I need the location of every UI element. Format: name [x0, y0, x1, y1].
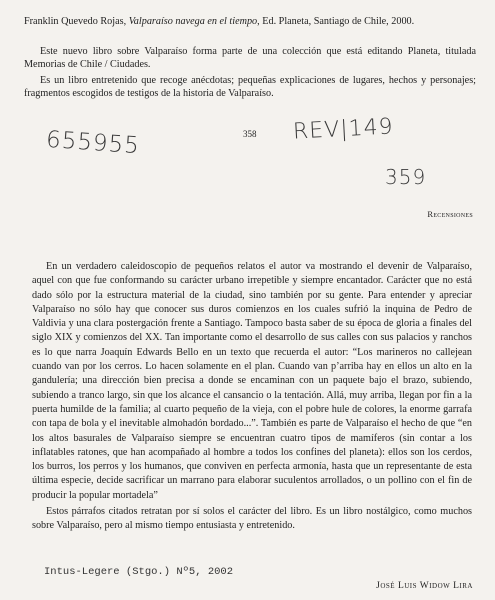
handwritten-code: REV|149 [292, 114, 395, 145]
review-body [32, 260, 472, 534]
citation-title: Valparaíso navega en el tiempo [128, 16, 258, 27]
handwritten-number: 655955 [45, 126, 141, 160]
summary-paragraphs [24, 46, 476, 104]
review-paragraph: En un verdadero caleidoscopio de pequeños relatos el autor va mostrando el devenir de Valparaíso, aquel con que fue conformando su carácter urbano irrepetible y siempre encantador. Carácter que no está dado sólo por la estructura material de la ciudad, sino también por su gente. Para entender y apreciar Valparaíso no sólo hay que conocer sus duros comienzos en los cuales sufrió la inquina de Pedro de Valdivia y una clara postergación frente a Santiago. Tampoco basta saber de su época de gloria a finales del siglo XIX y comienzos del XX. Tan importante como el desarrollo de sus calles con sus palacios y ranchos es lo que narra Joaquín Edwards Bello en un texto que recuerda el autor: “Los marineros no callejean cuando van por los cerros. Lo hacen solamente en el plan. Cuando van p’arriba hay en ellos un alto en la gandulería; una dirección bien precisa a donde se encaminan con un paquete bajo el brazo, subiendo, subiendo a tranco largo, sin que los alcance el cansancio o la tentación. Allá, muy arriba, llegan por fin a la puerta humilde de la familia; al cuarto pequeño de la vieja, con el pobre hule de colores, la enorme garrafa con tapa de bola y el inevitable almohadón bordado...”. También es parte de Valparaíso el hecho de que “en los altos basurales de Valparaíso siempre se encuentran cuatro tipos de mamíferos (sin contar a los inflatables ratones, que han acompañado al hombre a todos los confines del planeta): ellos son los cerdos, los burros, los perros y los humanos, que conviven en perfecta armonía, hasta que un representante de esta última especie, decide sacrificar un marrano para elaborar suculentos arrollados, o un pollino con el fin de producir la popular mortadela” [32, 261, 472, 501]
handwritten-page-number: 359 [385, 165, 427, 189]
section-label: Recensiones [427, 209, 473, 219]
page-number-top: 358 [243, 129, 257, 139]
journal-stamp: Intus-Legere (Stgo.) Nº5, 2002 [44, 566, 234, 578]
citation-line [24, 15, 484, 28]
summary-paragraph: Es un libro entretenido que recoge anécdotas; pequeñas explicaciones de lugares, hechos y personajes; fragmentos escogidos de testigos de la historia de Valparaíso. [24, 75, 476, 99]
citation-publisher: , Ed. Planeta, Santiago de Chile, 2000. [257, 16, 415, 27]
review-author: José Luis Widow Lira [376, 581, 473, 591]
summary-paragraph: Este nuevo libro sobre Valparaíso forma parte de una colección que está editando Planeta, titulada Memorias de Chile / Ciudades. [24, 46, 476, 70]
review-paragraph: Estos párrafos citados retratan por sí solos el carácter del libro. Es un libro nostálgico, como muchos sobre Valparaíso, pero al mismo tiempo entusiasta y entretenido. [32, 506, 472, 532]
citation-author: Franklin Quevedo Rojas, [24, 16, 127, 27]
